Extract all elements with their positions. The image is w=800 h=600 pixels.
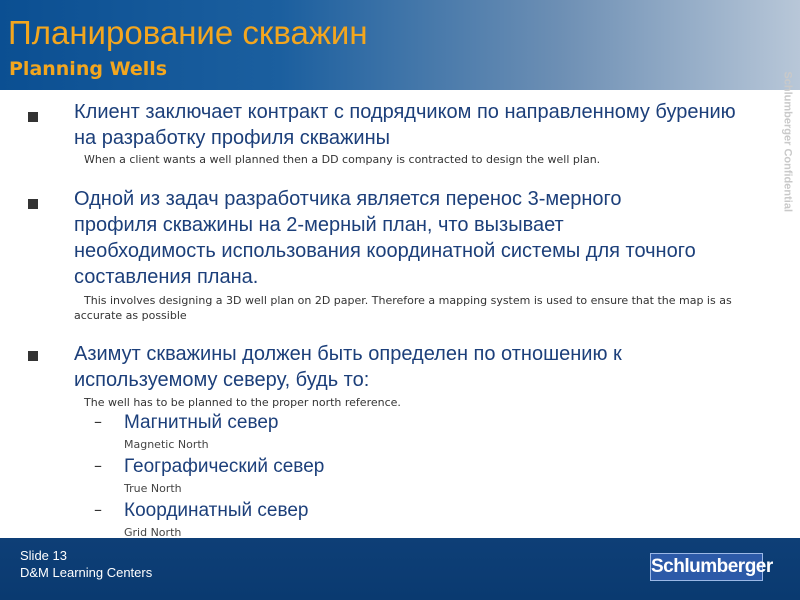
header-banner xyxy=(0,0,800,90)
dash-icon: – xyxy=(94,456,102,475)
subitem-main-text: Магнитный север xyxy=(124,412,279,433)
bullet-square-icon xyxy=(28,351,38,361)
slide-number: Slide 13 xyxy=(20,548,67,563)
schlumberger-logo: Schlumberger xyxy=(650,553,763,581)
subitem-main-text: Координатный север xyxy=(124,500,309,521)
subitem-note: True North xyxy=(124,482,182,495)
bullet-note: This involves designing a 3D well plan on 2D paper. Therefore a mapping system is used to ensure that the map is as accurate as possible xyxy=(74,294,732,322)
dash-icon: – xyxy=(94,500,102,519)
subitem-note: Magnetic North xyxy=(124,438,209,451)
confidential-label: Schlumberger Confidential xyxy=(782,71,794,212)
slide-content xyxy=(0,90,800,538)
bullet-square-icon xyxy=(28,112,38,122)
bullet-main-text: Одной из задач разработчика является перенос 3-мерного профиля скважины на 2-мерный план, что вызывает необходимость использования координатной системы для точного составления плана. xyxy=(74,188,696,288)
bullet-main-text: Клиент заключает контракт с подрядчиком по направленному бурению на разработку профиля скважины xyxy=(74,101,736,149)
dash-icon: – xyxy=(94,412,102,431)
bullet-note: The well has to be planned to the proper north reference. xyxy=(84,396,401,409)
subitem-note: Grid North xyxy=(124,526,182,538)
bullet-main-text: Азимут скважины должен быть определен по отношению к используемому северу, будь то: xyxy=(74,343,622,391)
page-title: Планирование скважин xyxy=(8,14,368,51)
bullet-square-icon xyxy=(28,199,38,209)
bullet-note: When a client wants a well planned then a DD company is contracted to design the well plan. xyxy=(84,153,601,166)
subitem-main-text: Географический север xyxy=(124,456,325,477)
page-subtitle: Planning Wells xyxy=(9,58,168,80)
footer-org: D&M Learning Centers xyxy=(20,565,153,580)
